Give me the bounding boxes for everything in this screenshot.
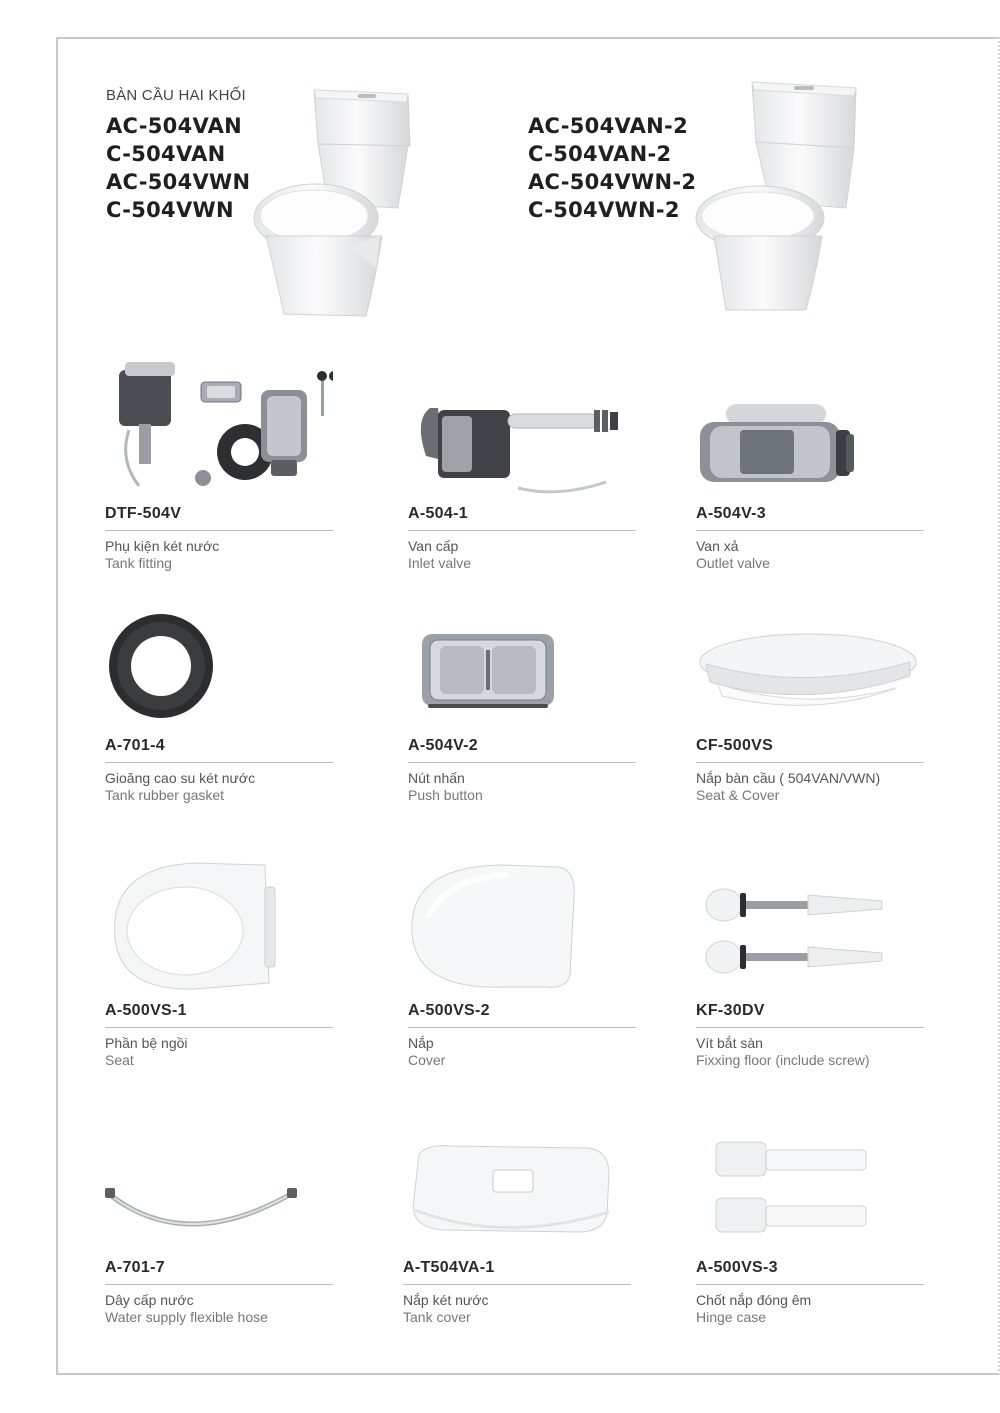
part-name-vi: Nắp két nước [403,1292,489,1308]
model-name: C-504VWN [106,198,234,222]
part-name-en: Cover [408,1052,446,1068]
seat-ring-icon [105,857,333,997]
model-name: AC-504VWN-2 [528,170,697,194]
part-code: A-500VS-3 [696,1259,778,1276]
part-name-en: Tank rubber gasket [105,787,225,803]
part-name-en: Tank cover [403,1309,471,1325]
part-name-vi: Nút nhấn [408,770,465,786]
tank-fitting-kit-icon [105,360,333,500]
category-label: BÀN CẦU HAI KHỐI [106,87,246,104]
model-name: C-504VAN [106,142,226,166]
flexible-hose-icon [105,1114,333,1254]
divider [408,762,636,763]
model-name: C-504VAN-2 [528,142,672,166]
part-code: CF-500VS [696,737,774,754]
part-name-en: Hinge case [696,1309,767,1325]
part-name-vi: Phần bệ ngồi [105,1035,188,1051]
part-code: DTF-504V [105,505,182,522]
part-code: A-701-7 [105,1259,165,1276]
part-name-en: Fixxing floor (include screw) [696,1052,870,1068]
toilet-left-icon [248,86,418,324]
divider [408,1027,636,1028]
part-code: A-701-4 [105,737,165,754]
part-name-vi: Chốt nắp đóng êm [696,1292,812,1308]
model-name: AC-504VWN [106,170,251,194]
model-name: AC-504VAN-2 [528,114,688,138]
part-code: A-T504VA-1 [403,1259,495,1276]
lid-icon [408,857,636,997]
part-code: A-500VS-2 [408,1002,490,1019]
part-code: KF-30DV [696,1002,765,1019]
divider [105,1284,333,1285]
divider [105,762,333,763]
part-code: A-500VS-1 [105,1002,187,1019]
divider [105,530,333,531]
divider [403,1284,631,1285]
part-name-vi: Van cấp [408,538,459,554]
divider [696,762,924,763]
divider [696,1284,924,1285]
part-name-vi: Van xả [696,538,739,554]
seat-cover-icon [696,592,924,732]
part-name-en: Seat & Cover [696,787,780,803]
part-name-en: Push button [408,787,483,803]
part-name-en: Water supply flexible hose [105,1309,268,1325]
part-name-vi: Nắp [408,1035,434,1051]
model-name: AC-504VAN [106,114,243,138]
divider [105,1027,333,1028]
part-name-vi: Dây cấp nước [105,1292,194,1308]
part-code: A-504-1 [408,505,468,522]
part-name-en: Seat [105,1052,134,1068]
part-name-en: Tank fitting [105,555,172,571]
push-button-icon [408,592,636,732]
model-name: C-504VWN-2 [528,198,680,222]
model-list-left [106,112,250,224]
part-name-en: Inlet valve [408,555,472,571]
divider [696,530,924,531]
tank-cover-icon [403,1114,631,1254]
part-name-vi: Phụ kiện két nước [105,538,220,554]
floor-screw-icon [696,857,924,997]
part-code: A-504V-3 [696,505,766,522]
inlet-valve-icon [408,360,636,500]
model-list-right [528,112,696,224]
divider [696,1027,924,1028]
part-name-vi: Vít bắt sàn [696,1035,763,1051]
divider [408,530,636,531]
part-code: A-504V-2 [408,737,478,754]
toilet-right-icon [690,78,862,316]
part-name-vi: Nắp bàn cầu ( 504VAN/VWN) [696,770,881,786]
hinge-case-icon [696,1114,924,1254]
part-name-vi: Gioăng cao su két nước [105,770,256,786]
outlet-valve-icon [696,360,924,500]
rubber-gasket-icon [105,592,333,732]
part-name-en: Outlet valve [696,555,770,571]
